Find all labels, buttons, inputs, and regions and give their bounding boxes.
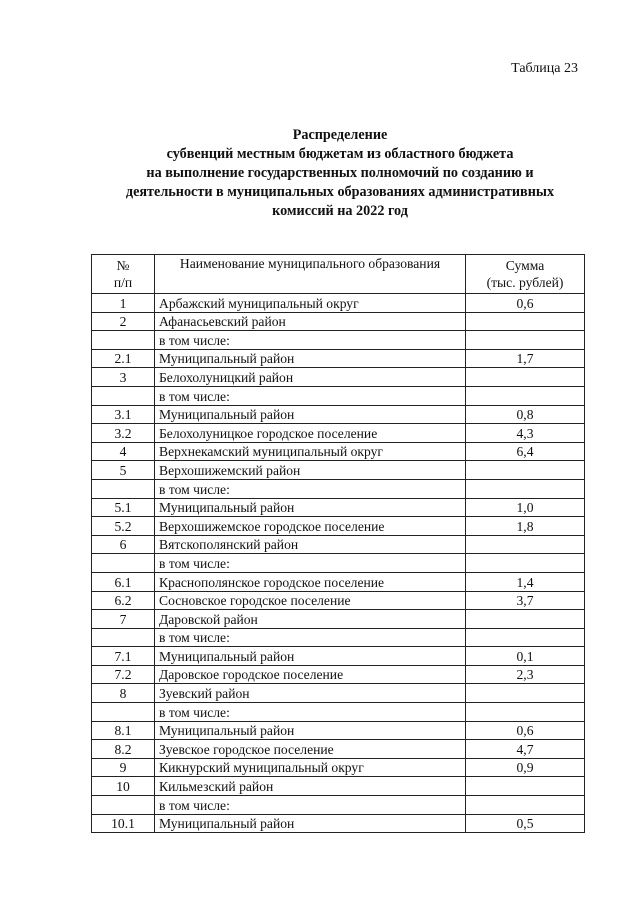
table-row: [92, 386, 585, 405]
table-row: [92, 535, 585, 554]
row-name-cell: Зуевский район: [155, 684, 466, 703]
row-name-cell: Муниципальный район: [155, 814, 466, 833]
row-number-cell: 5.2: [92, 517, 155, 536]
row-sum-cell: 0,6: [466, 721, 585, 740]
row-name-cell: Краснополянское городское поселение: [155, 572, 466, 591]
row-number-cell: 4: [92, 442, 155, 461]
row-sum-cell: [466, 461, 585, 480]
table-row: [92, 312, 585, 331]
table-row: [92, 647, 585, 666]
row-number-cell: 9: [92, 758, 155, 777]
row-sum-cell: 1,7: [466, 349, 585, 368]
row-name-cell: Верхошижемский район: [155, 461, 466, 480]
row-name-cell: в том числе:: [155, 628, 466, 647]
header-sum-line1: Сумма: [505, 258, 545, 273]
header-number: [92, 255, 155, 294]
title-line: субвенций местным бюджетам из областного бюджета: [166, 146, 514, 162]
table-body: [92, 294, 585, 833]
row-name-cell: Верхошижемское городское поселение: [155, 517, 466, 536]
row-number-cell: 5: [92, 461, 155, 480]
row-name-cell: в том числе:: [155, 554, 466, 573]
row-sum-cell: [466, 684, 585, 703]
row-sum-cell: 2,3: [466, 665, 585, 684]
row-name-cell: Муниципальный район: [155, 498, 466, 517]
title-line: Распределение: [292, 127, 388, 143]
row-name-cell: в том числе:: [155, 479, 466, 498]
row-sum-cell: [466, 312, 585, 331]
header-number-line2: п/п: [113, 275, 133, 290]
row-sum-cell: [466, 554, 585, 573]
row-sum-cell: 1,4: [466, 572, 585, 591]
row-number-cell: 10.1: [92, 814, 155, 833]
row-number-cell: [92, 703, 155, 722]
table-row: [92, 703, 585, 722]
row-number-cell: 2.1: [92, 349, 155, 368]
row-name-cell: Муниципальный район: [155, 647, 466, 666]
row-name-cell: Зуевское городское поселение: [155, 740, 466, 759]
table-row: [92, 554, 585, 573]
table-row: [92, 405, 585, 424]
row-number-cell: 8.2: [92, 740, 155, 759]
row-name-cell: Сосновское городское поселение: [155, 591, 466, 610]
title-line: на выполнение государственных полномочий по созданию и: [146, 165, 534, 181]
row-sum-cell: [466, 703, 585, 722]
row-number-cell: 3.2: [92, 424, 155, 443]
row-sum-cell: 0,6: [466, 294, 585, 313]
row-number-cell: 7.1: [92, 647, 155, 666]
row-name-cell: Даровское городское поселение: [155, 665, 466, 684]
row-number-cell: [92, 479, 155, 498]
row-number-cell: [92, 331, 155, 350]
row-number-cell: 6.1: [92, 572, 155, 591]
row-sum-cell: [466, 796, 585, 815]
table-row: [92, 331, 585, 350]
row-name-cell: Муниципальный район: [155, 349, 466, 368]
row-number-cell: [92, 386, 155, 405]
table-row: [92, 591, 585, 610]
header-name: Наименование муниципального образования: [155, 255, 466, 294]
row-name-cell: Даровской район: [155, 610, 466, 629]
row-name-cell: в том числе:: [155, 796, 466, 815]
row-sum-cell: 4,3: [466, 424, 585, 443]
row-name-cell: Арбажский муниципальный округ: [155, 294, 466, 313]
row-sum-cell: 0,9: [466, 758, 585, 777]
table-row: [92, 777, 585, 796]
table-row: [92, 479, 585, 498]
table-row: [92, 498, 585, 517]
row-sum-cell: 0,1: [466, 647, 585, 666]
row-sum-cell: 6,4: [466, 442, 585, 461]
row-number-cell: 6.2: [92, 591, 155, 610]
row-name-cell: Белохолуницкий район: [155, 368, 466, 387]
row-name-cell: Афанасьевский район: [155, 312, 466, 331]
table-row: [92, 758, 585, 777]
header-sum: [466, 255, 585, 294]
row-sum-cell: 0,5: [466, 814, 585, 833]
table-row: [92, 610, 585, 629]
row-number-cell: 6: [92, 535, 155, 554]
row-sum-cell: 1,0: [466, 498, 585, 517]
row-name-cell: Вятскополянский район: [155, 535, 466, 554]
row-number-cell: [92, 628, 155, 647]
table-row: [92, 572, 585, 591]
row-number-cell: [92, 796, 155, 815]
document-title: [90, 126, 590, 221]
table-row: [92, 349, 585, 368]
title-line: комиссий на 2022 год: [272, 203, 408, 219]
table-row: [92, 628, 585, 647]
row-number-cell: 5.1: [92, 498, 155, 517]
row-name-cell: Кикнурский муниципальный округ: [155, 758, 466, 777]
row-sum-cell: 1,8: [466, 517, 585, 536]
table-number-label: Таблица 23: [511, 61, 578, 76]
row-number-cell: 3.1: [92, 405, 155, 424]
row-name-cell: Муниципальный район: [155, 405, 466, 424]
row-name-cell: Кильмезский район: [155, 777, 466, 796]
row-name-cell: в том числе:: [155, 703, 466, 722]
row-sum-cell: 0,8: [466, 405, 585, 424]
row-name-cell: Белохолуницкое городское поселение: [155, 424, 466, 443]
table-row: [92, 684, 585, 703]
table-row: [92, 442, 585, 461]
header-sum-line2: (тыс. рублей): [486, 275, 564, 290]
row-number-cell: 3: [92, 368, 155, 387]
table-row: [92, 721, 585, 740]
table-row: [92, 740, 585, 759]
row-number-cell: 7: [92, 610, 155, 629]
row-sum-cell: [466, 368, 585, 387]
table-header-row: [92, 255, 585, 294]
row-number-cell: 8: [92, 684, 155, 703]
table-row: [92, 461, 585, 480]
table-row: [92, 424, 585, 443]
row-name-cell: Верхнекамский муниципальный округ: [155, 442, 466, 461]
row-sum-cell: 4,7: [466, 740, 585, 759]
row-sum-cell: [466, 331, 585, 350]
row-name-cell: в том числе:: [155, 386, 466, 405]
row-sum-cell: [466, 628, 585, 647]
row-number-cell: [92, 554, 155, 573]
title-line: деятельности в муниципальных образованиях административных: [125, 184, 555, 200]
table-row: [92, 665, 585, 684]
table-row: [92, 814, 585, 833]
row-sum-cell: [466, 479, 585, 498]
table-row: [92, 294, 585, 313]
row-sum-cell: 3,7: [466, 591, 585, 610]
header-number-line1: №: [116, 258, 130, 273]
subvention-table: [91, 254, 585, 833]
table-row: [92, 796, 585, 815]
row-number-cell: 7.2: [92, 665, 155, 684]
row-name-cell: в том числе:: [155, 331, 466, 350]
row-sum-cell: [466, 610, 585, 629]
row-number-cell: 8.1: [92, 721, 155, 740]
row-number-cell: 10: [92, 777, 155, 796]
row-sum-cell: [466, 535, 585, 554]
row-number-cell: 1: [92, 294, 155, 313]
row-number-cell: 2: [92, 312, 155, 331]
table-row: [92, 517, 585, 536]
row-name-cell: Муниципальный район: [155, 721, 466, 740]
table-row: [92, 368, 585, 387]
row-sum-cell: [466, 386, 585, 405]
row-sum-cell: [466, 777, 585, 796]
